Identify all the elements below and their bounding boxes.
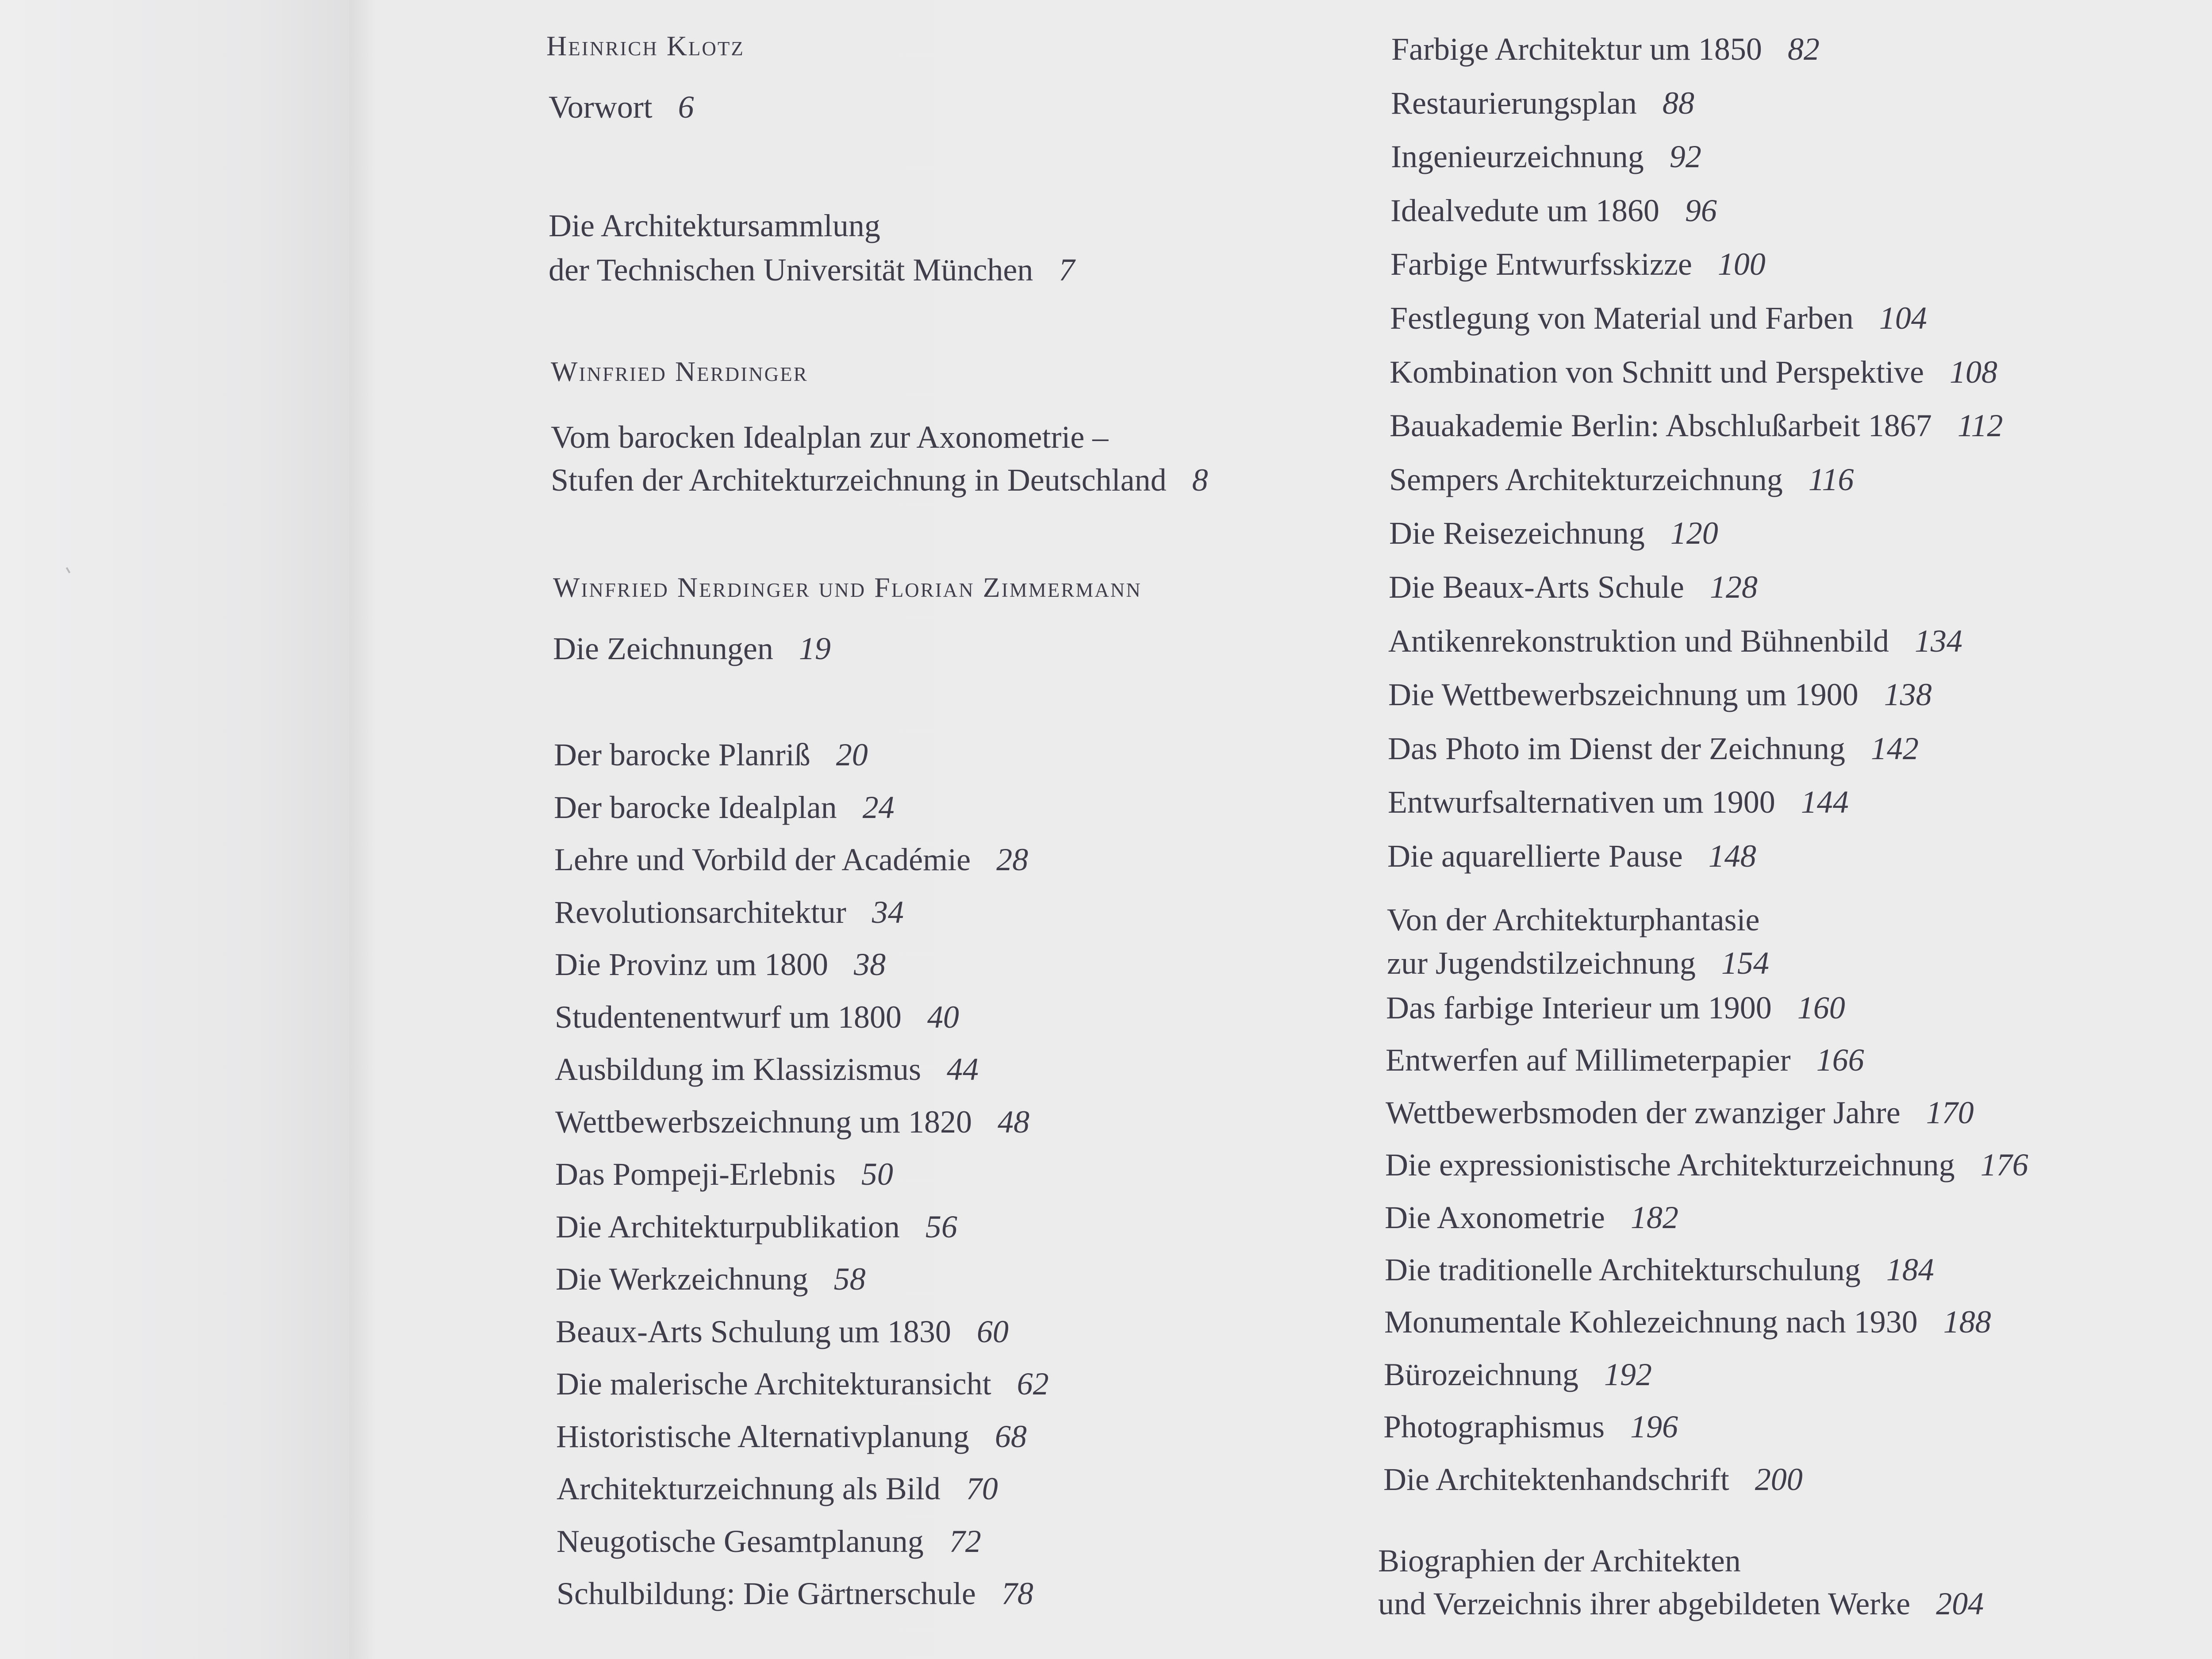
author-heading: Winfried Nerdinger: [551, 356, 808, 387]
toc-title: Die Beaux-Arts Schule: [1389, 569, 1684, 605]
toc-page: 6: [678, 89, 694, 125]
toc-title: zur Jugendstilzeichnung: [1387, 945, 1696, 981]
toc-entry: [1385, 1202, 1678, 1233]
toc-title: Biographien der Architekten: [1378, 1543, 1741, 1578]
toc-entry: [1384, 1359, 1652, 1390]
toc-entry: [556, 1421, 1027, 1452]
toc-title: Die Architekturpublikation: [556, 1209, 900, 1244]
toc-page: 60: [976, 1314, 1009, 1349]
toc-page: 56: [925, 1209, 957, 1244]
toc-entry: [1388, 733, 1919, 764]
toc-entry: [557, 1525, 981, 1557]
toc-page: 96: [1685, 193, 1717, 228]
toc-title: Das Photo im Dienst der Zeichnung: [1388, 731, 1845, 766]
toc-title: Die Wettbewerbszeichnung um 1900: [1388, 677, 1859, 712]
toc-page: 100: [1717, 246, 1766, 282]
toc-page: 112: [1957, 408, 2003, 443]
toc-page: 48: [997, 1104, 1029, 1140]
toc-entry: [555, 1001, 959, 1033]
toc-page: 116: [1808, 462, 1854, 497]
toc-title: Schulbildung: Die Gärtnerschule: [557, 1576, 976, 1611]
toc-page: 120: [1670, 515, 1718, 551]
toc-title: Entwerfen auf Millimeterpapier: [1386, 1042, 1791, 1078]
toc-entry: [1383, 1463, 1803, 1495]
toc-title: Die Provinz um 1800: [555, 947, 828, 982]
toc-page: 148: [1708, 838, 1756, 874]
toc-title: Die traditionelle Architekturschulung: [1385, 1252, 1861, 1287]
toc-entry: [1386, 1044, 1864, 1076]
toc-title: Festlegung von Material und Farben: [1390, 300, 1854, 336]
toc-title: und Verzeichnis ihrer abgebildeten Werke: [1378, 1586, 1911, 1621]
toc-title: Der barocke Idealplan: [554, 790, 837, 825]
toc-title: Neugotische Gesamtplanung: [557, 1524, 924, 1559]
toc-title: Lehre und Vorbild der Académie: [554, 842, 971, 877]
toc-title: Farbige Entwurfsskizze: [1390, 246, 1692, 282]
toc-page: 134: [1914, 623, 1962, 659]
toc-page: 188: [1943, 1304, 1991, 1340]
toc-entry: [1386, 1097, 1974, 1129]
toc-page: 68: [995, 1419, 1027, 1454]
toc-title: Die Zeichnungen: [553, 631, 773, 666]
toc-entry: [551, 416, 1208, 502]
toc-page: 154: [1721, 945, 1769, 981]
toc-title: Sempers Architekturzeichnung: [1389, 462, 1783, 497]
toc-page: 28: [996, 842, 1029, 877]
toc-page: 88: [1662, 85, 1694, 121]
toc-page: 78: [1001, 1576, 1033, 1611]
toc-title: Die Architektenhandschrift: [1383, 1462, 1729, 1497]
toc-page: 70: [966, 1471, 998, 1506]
toc-entry: [1390, 302, 1927, 334]
toc-page: 104: [1879, 300, 1927, 336]
toc-entry: [557, 1578, 1033, 1609]
toc-page: 7: [1059, 252, 1075, 288]
toc-entry: [549, 204, 1075, 292]
toc-entry: [556, 1263, 866, 1295]
toc-entry: [1388, 679, 1932, 710]
toc-entry: [1389, 517, 1718, 549]
toc-entry: [1390, 195, 1717, 227]
toc-entry: [554, 844, 1028, 876]
toc-entry: [1388, 786, 1849, 818]
toc-page: 142: [1870, 731, 1919, 766]
toc-page: 128: [1709, 569, 1758, 605]
toc-page: 200: [1755, 1462, 1803, 1497]
toc-title: Ausbildung im Klassizismus: [555, 1052, 922, 1087]
toc-entry: [555, 949, 886, 980]
left-page-margin: [0, 0, 363, 1659]
toc-title: Beaux-Arts Schulung um 1830: [556, 1314, 951, 1349]
toc-title: Stufen der Architekturzeichnung in Deutschland: [551, 462, 1167, 498]
toc-entry: [1386, 992, 1845, 1024]
toc-entry: [1391, 33, 1820, 65]
toc-page: 204: [1936, 1586, 1984, 1621]
toc-entry: [555, 1053, 979, 1085]
toc-entry: [1383, 1411, 1678, 1443]
toc-entry: [554, 739, 868, 771]
toc-title: Restaurierungsplan: [1391, 85, 1637, 121]
toc-title: Photographismus: [1383, 1409, 1605, 1444]
toc-title: Historistische Alternativplanung: [556, 1419, 969, 1454]
toc-page: 38: [853, 947, 886, 982]
toc-page: 44: [947, 1052, 979, 1087]
toc-page: 62: [1017, 1366, 1049, 1402]
toc-page: 40: [927, 999, 959, 1035]
toc-page: 92: [1669, 139, 1701, 174]
toc-title: Kombination von Schnitt und Perspektive: [1390, 354, 1924, 390]
paper-speck: [66, 567, 70, 573]
toc-title: Monumentale Kohlezeichnung nach 1930: [1384, 1304, 1918, 1340]
toc-entry: [1391, 87, 1694, 119]
toc-title: Wettbewerbszeichnung um 1820: [555, 1104, 972, 1140]
toc-entry: [1385, 1149, 2028, 1181]
toc-page: 176: [1980, 1147, 2028, 1183]
toc-title: Studentenentwurf um 1800: [555, 999, 902, 1035]
toc-title: Wettbewerbsmoden der zwanziger Jahre: [1386, 1095, 1901, 1130]
toc-title: Ingenieurzeichnung: [1391, 139, 1644, 174]
toc-title: Die aquarellierte Pause: [1387, 838, 1683, 874]
toc-title: Der barocke Planriß: [554, 737, 810, 772]
toc-title: Die malerische Architekturansicht: [556, 1366, 991, 1402]
toc-page: 138: [1884, 677, 1932, 712]
toc-entry: [554, 791, 895, 823]
toc-entry: [1390, 356, 1997, 388]
toc-page: 20: [836, 737, 868, 772]
toc-title: Die Architektursammlung: [549, 208, 880, 243]
toc-page: 166: [1816, 1042, 1864, 1078]
toc-title: Architekturzeichnung als Bild: [557, 1471, 941, 1506]
toc-page: 184: [1886, 1252, 1934, 1287]
toc-entry: [1390, 410, 2003, 442]
toc-page: 8: [1192, 462, 1208, 498]
toc-title: Vom barocken Idealplan zur Axonometrie –: [551, 419, 1109, 455]
toc-page: 108: [1949, 354, 1997, 390]
toc-title: Die expressionistische Architekturzeichnung: [1385, 1147, 1955, 1183]
toc-page: 34: [872, 895, 904, 930]
toc-title: der Technischen Universität München: [549, 252, 1033, 288]
toc-entry: [1387, 898, 1769, 985]
toc-entry: [1390, 248, 1766, 280]
toc-entry: [1384, 1306, 1991, 1338]
toc-page: 24: [862, 790, 895, 825]
toc-entry: [1389, 571, 1758, 603]
toc-title: Revolutionsarchitektur: [554, 895, 846, 930]
toc-entry: [556, 1368, 1049, 1400]
toc-page: 160: [1797, 990, 1845, 1025]
toc-page: 72: [949, 1524, 981, 1559]
toc-page: 82: [1787, 31, 1820, 67]
toc-entry: [555, 1106, 1029, 1138]
toc-entry: [557, 1473, 998, 1505]
toc-title: Die Reisezeichnung: [1389, 515, 1645, 551]
toc-entry: [1389, 464, 1854, 495]
toc-title: Antikenrekonstruktion und Bühnenbild: [1388, 623, 1889, 659]
toc-entry: [1378, 1540, 1984, 1625]
toc-page: 144: [1801, 784, 1849, 820]
toc-page: 58: [833, 1261, 866, 1297]
toc-page: 170: [1926, 1095, 1974, 1130]
toc-page: 192: [1604, 1357, 1652, 1392]
toc-entry: [1387, 840, 1756, 872]
toc-title: Farbige Architektur um 1850: [1391, 31, 1762, 67]
toc-entry: [555, 1158, 893, 1190]
toc-title: Die Werkzeichnung: [556, 1261, 808, 1297]
toc-title: Vorwort: [549, 89, 653, 125]
toc-entry: [553, 633, 831, 664]
toc-entry: [1391, 141, 1701, 173]
toc-page: 196: [1630, 1409, 1678, 1444]
toc-title: Von der Architekturphantasie: [1387, 902, 1760, 937]
toc-page: 50: [861, 1156, 893, 1192]
toc-entry: [554, 896, 904, 928]
toc-title: Entwurfsalternativen um 1900: [1388, 784, 1775, 820]
toc-title: Bürozeichnung: [1384, 1357, 1578, 1392]
author-heading: Heinrich Klotz: [546, 30, 745, 61]
toc-entry: [1388, 625, 1962, 657]
toc-entry: [556, 1211, 957, 1243]
toc-title: Bauakademie Berlin: Abschlußarbeit 1867: [1390, 408, 1932, 443]
toc-page: 182: [1630, 1200, 1678, 1235]
toc-title: Die Axonometrie: [1385, 1200, 1605, 1235]
toc-title: Das Pompeji-Erlebnis: [555, 1156, 836, 1192]
toc-title: Das farbige Interieur um 1900: [1386, 990, 1772, 1025]
toc-entry: [1385, 1254, 1934, 1286]
toc-page: 19: [799, 631, 831, 666]
toc-entry: [556, 1316, 1009, 1348]
toc-title: Idealvedute um 1860: [1390, 193, 1659, 228]
author-heading: Winfried Nerdinger und Florian Zimmermann: [553, 572, 1142, 603]
toc-entry: [549, 91, 694, 123]
